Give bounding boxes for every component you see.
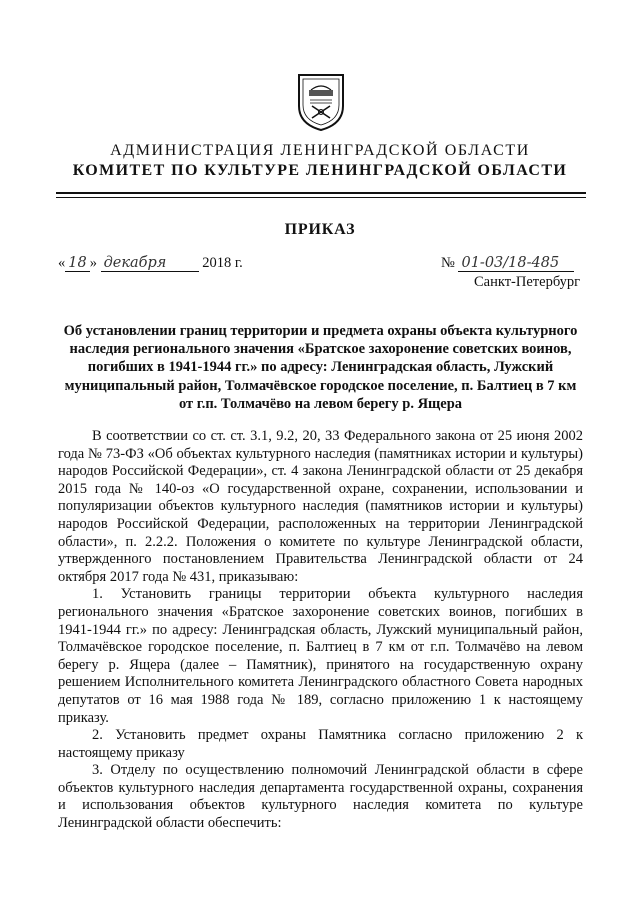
paragraph-item-3: 3. Отделу по осуществлению полномочий Ленинградской области в сфере объектов культурного наследия департамента государственной охраны, сохранения и использования объектов культурного наследия комитета по культуре Ленинградской области обеспечить: <box>58 762 583 832</box>
order-date <box>58 255 243 272</box>
organization-line-1: АДМИНИСТРАЦИЯ ЛЕНИНГРАДСКОЙ ОБЛАСТИ <box>110 142 530 159</box>
date-month: декабря <box>101 255 199 272</box>
number-value: 01-03/18-485 <box>458 255 574 272</box>
header-divider-thin <box>56 197 586 198</box>
coat-of-arms-emblem <box>296 72 346 132</box>
date-year: 2018 г. <box>202 255 243 271</box>
organization-line-2: КОМИТЕТ ПО КУЛЬТУРЕ ЛЕНИНГРАДСКОЙ ОБЛАСТИ <box>72 162 568 179</box>
city: Санкт-Петербург <box>474 274 581 290</box>
document-type-title: ПРИКАЗ <box>284 221 356 238</box>
header-divider-thick <box>56 192 586 194</box>
date-open-quote: « <box>58 255 66 271</box>
number-prefix: № <box>441 255 455 271</box>
order-body <box>58 428 583 833</box>
paragraph-item-2: 2. Установить предмет охраны Памятника согласно приложению 2 к настоящему приказу <box>58 727 583 761</box>
paragraph-preamble: В соответствии со ст. ст. 3.1, 9.2, 20, 33 Федерального закона от 25 июня 2002 года № 73-ФЗ «Об объектах культурного наследия (памятниках истории и культуры) народов Российской Федерации», ст. 4 закона Ленинградской области от 25 декабря 2015 года № 140-оз «О государственной охране, сохранении, использовании и популяризации объектов культурного наследия (памятников истории и культуры) народов Российской Федерации, расположенных на территории Ленинградской области», п. 2.2.2. Положения о комитете по культуре Ленинградской области, утвержденного постановлением Правительства Ленинградской области от 24 октября 2017 года № 431, приказываю: <box>58 428 583 585</box>
order-heading: Об установлении границ территории и предмета охраны объекта культурного наследия регионального значения «Братское захоронение советских воинов, погибших в 1941-1944 гг.» по адресу: Ленинградская область, Лужский муниципальный район, Толмачёвское городское поселение, п. Балтиец в 7 км от г.п. Толмачёво на левом берегу р. Ящера <box>63 323 578 412</box>
date-close-quote: » <box>89 255 97 271</box>
order-number <box>441 255 574 272</box>
paragraph-item-1: 1. Установить границы территории объекта культурного наследия регионального значения «Братское захоронение советских воинов, погибших в 1941-1944 гг.» по адресу: Ленинградская область, Лужский муниципальный район, Толмачёвское городское поселение, п. Балтиец в 7 км от г.п. Толмачёво на левом берегу р. Ящера (далее – Памятник), принятого на государственную охрану решением Исполнительного комитета Ленинградского областного Совета народных депутатов от 16 мая 1988 года № 189, согласно приложению 1 к настоящему приказу. <box>58 586 583 726</box>
date-day: 18 <box>65 255 89 272</box>
